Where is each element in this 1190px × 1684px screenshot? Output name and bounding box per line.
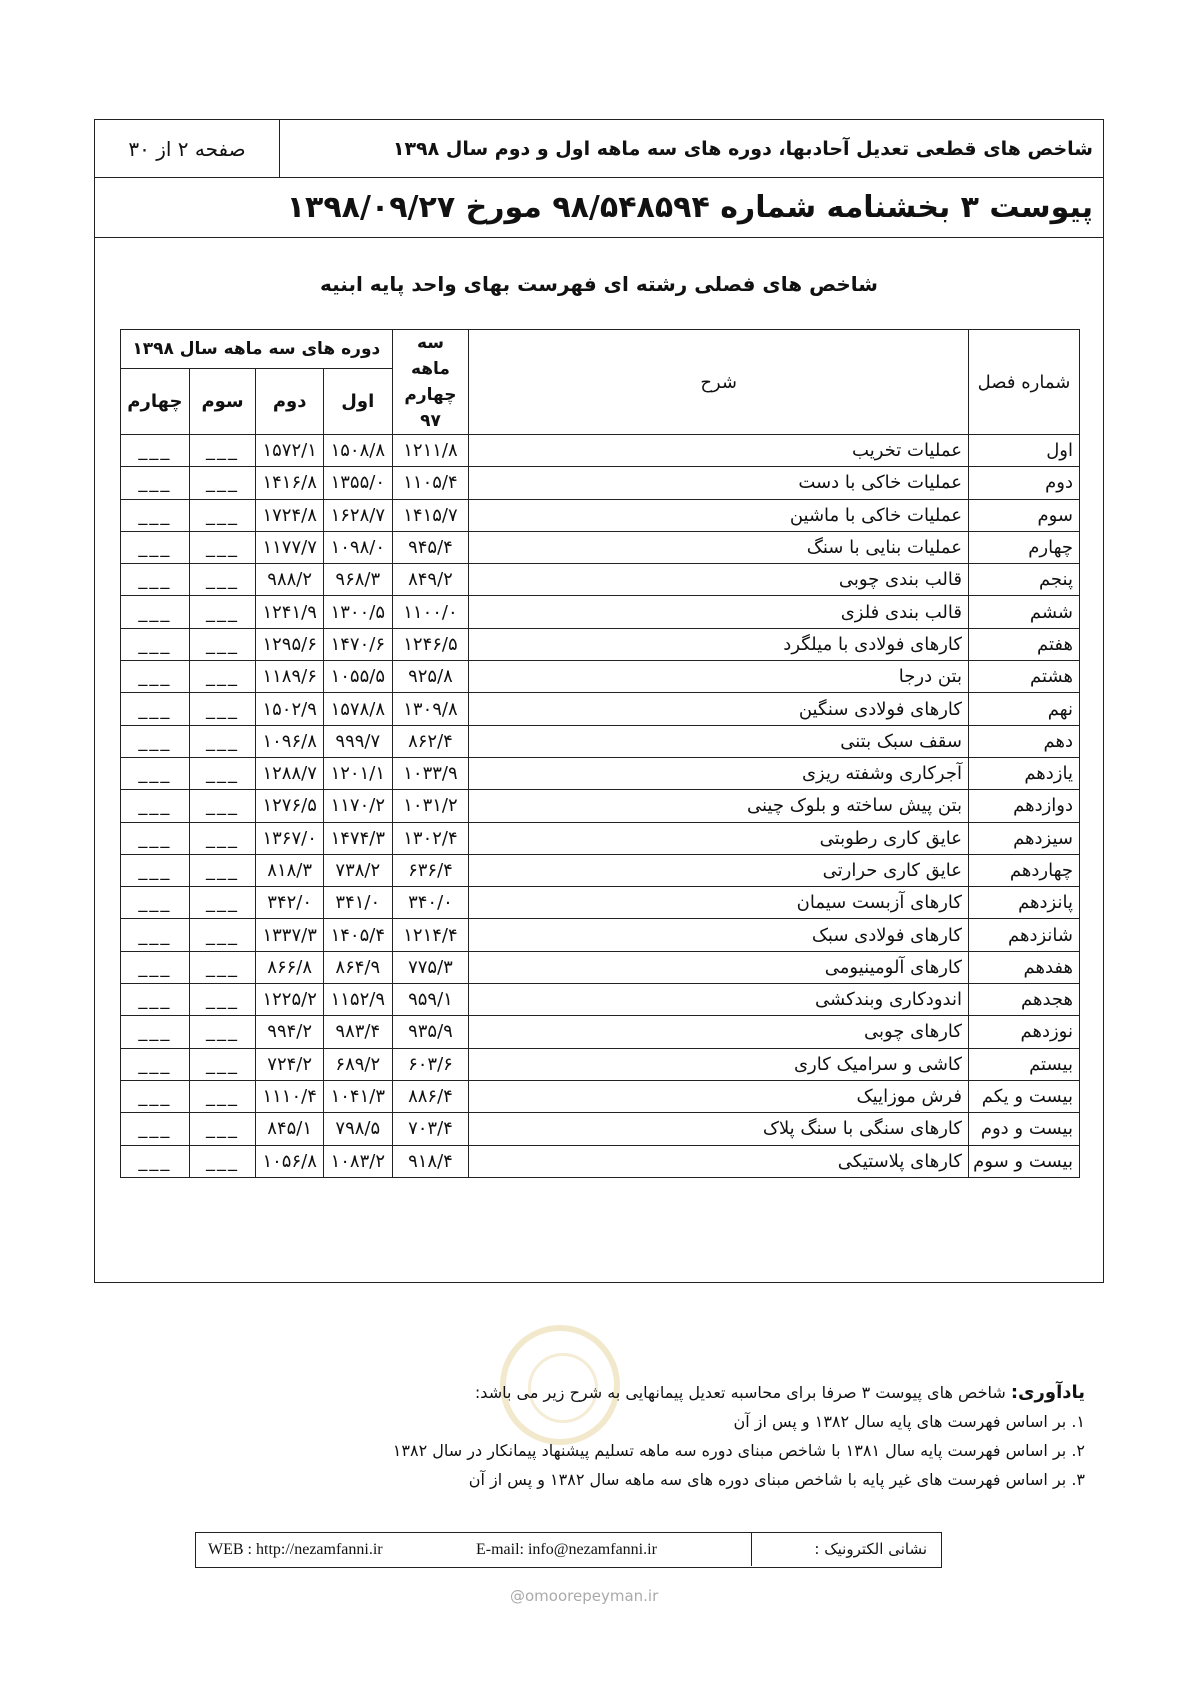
table-row <box>121 725 1080 757</box>
cell-third: ___ <box>189 790 256 822</box>
cell-chapter: نهم <box>968 693 1079 725</box>
cell-first: ۱۶۲۸/۷ <box>323 499 392 531</box>
table-row <box>121 531 1080 563</box>
table-row <box>121 757 1080 789</box>
table-row <box>121 467 1080 499</box>
index-table <box>120 329 1080 1178</box>
cell-q97: ۱۲۱۱/۸ <box>392 435 469 467</box>
cell-second: ۱۷۲۴/۸ <box>256 499 324 531</box>
cell-third: ___ <box>189 564 256 596</box>
cell-first: ۱۰۵۵/۵ <box>323 661 392 693</box>
cell-description: کاشی و سرامیک کاری <box>469 1048 969 1080</box>
notes-item: ۳. بر اساس فهرست های غیر پایه با شاخص مبنای دوره های سه ماهه سال ۱۳۸۲ و پس از آن <box>468 1470 1085 1489</box>
cell-q97: ۶۰۳/۶ <box>392 1048 469 1080</box>
table-row <box>121 564 1080 596</box>
cell-fourth: ___ <box>121 984 190 1016</box>
cell-second: ۱۴۱۶/۸ <box>256 467 324 499</box>
cell-third: ___ <box>189 435 256 467</box>
cell-fourth: ___ <box>121 499 190 531</box>
cell-chapter: یازدهم <box>968 757 1079 789</box>
cell-first: ۷۳۸/۲ <box>323 854 392 886</box>
cell-second: ۱۵۰۲/۹ <box>256 693 324 725</box>
contact-box <box>195 1532 942 1568</box>
header-quarters-1398: دوره های سه ماهه سال ۱۳۹۸ <box>121 330 393 369</box>
cell-q97: ۱۰۳۳/۹ <box>392 757 469 789</box>
cell-first: ۹۸۳/۴ <box>323 1016 392 1048</box>
cell-first: ۱۵۰۸/۸ <box>323 435 392 467</box>
cell-q97: ۹۱۸/۴ <box>392 1145 469 1177</box>
cell-chapter: شانزدهم <box>968 919 1079 951</box>
cell-fourth: ___ <box>121 822 190 854</box>
cell-description: عایق کاری رطوبتی <box>469 822 969 854</box>
cell-q97: ۸۶۲/۴ <box>392 725 469 757</box>
cell-chapter: دوم <box>968 467 1079 499</box>
contact-web[interactable]: WEB : http://nezamfanni.ir <box>208 1541 383 1558</box>
cell-chapter: هفتم <box>968 628 1079 660</box>
cell-second: ۱۳۶۷/۰ <box>256 822 324 854</box>
cell-fourth: ___ <box>121 757 190 789</box>
cell-third: ___ <box>189 887 256 919</box>
cell-third: ___ <box>189 693 256 725</box>
cell-fourth: ___ <box>121 531 190 563</box>
cell-fourth: ___ <box>121 919 190 951</box>
cell-fourth: ___ <box>121 596 190 628</box>
table-row <box>121 1016 1080 1048</box>
cell-chapter: هشتم <box>968 661 1079 693</box>
cell-description: کارهای چوبی <box>469 1016 969 1048</box>
cell-first: ۱۰۸۳/۲ <box>323 1145 392 1177</box>
cell-chapter: چهارم <box>968 531 1079 563</box>
cell-description: عایق کاری حرارتی <box>469 854 969 886</box>
cell-first: ۸۶۴/۹ <box>323 951 392 983</box>
cell-fourth: ___ <box>121 564 190 596</box>
cell-q97: ۱۱۰۰/۰ <box>392 596 469 628</box>
cell-third: ___ <box>189 919 256 951</box>
cell-fourth: ___ <box>121 1145 190 1177</box>
cell-description: کارهای آلومینیومی <box>469 951 969 983</box>
cell-second: ۱۲۷۶/۵ <box>256 790 324 822</box>
cell-third: ___ <box>189 725 256 757</box>
cell-chapter: سوم <box>968 499 1079 531</box>
cell-fourth: ___ <box>121 854 190 886</box>
cell-chapter: بیستم <box>968 1048 1079 1080</box>
cell-third: ___ <box>189 951 256 983</box>
cell-third: ___ <box>189 1048 256 1080</box>
notes-block <box>85 1378 1085 1494</box>
cell-q97: ۹۳۵/۹ <box>392 1016 469 1048</box>
cell-fourth: ___ <box>121 467 190 499</box>
cell-second: ۷۲۴/۲ <box>256 1048 324 1080</box>
cell-fourth: ___ <box>121 1016 190 1048</box>
table-row <box>121 854 1080 886</box>
table-row <box>121 984 1080 1016</box>
cell-second: ۱۲۹۵/۶ <box>256 628 324 660</box>
cell-description: عملیات خاکی با ماشین <box>469 499 969 531</box>
cell-q97: ۷۰۳/۴ <box>392 1113 469 1145</box>
cell-chapter: بیست و سوم <box>968 1145 1079 1177</box>
cell-fourth: ___ <box>121 1113 190 1145</box>
cell-third: ___ <box>189 661 256 693</box>
cell-q97: ۱۳۰۹/۸ <box>392 693 469 725</box>
cell-third: ___ <box>189 467 256 499</box>
cell-third: ___ <box>189 1113 256 1145</box>
cell-chapter: ششم <box>968 596 1079 628</box>
header-second: دوم <box>256 369 324 435</box>
cell-second: ۹۹۴/۲ <box>256 1016 324 1048</box>
cell-second: ۸۶۶/۸ <box>256 951 324 983</box>
cell-chapter: هفدهم <box>968 951 1079 983</box>
cell-chapter: بیست و دوم <box>968 1113 1079 1145</box>
cell-q97: ۳۴۰/۰ <box>392 887 469 919</box>
cell-description: قالب بندی چوبی <box>469 564 969 596</box>
header-q97 <box>392 330 469 435</box>
cell-chapter: سیزدهم <box>968 822 1079 854</box>
cell-third: ___ <box>189 596 256 628</box>
cell-fourth: ___ <box>121 951 190 983</box>
header-row <box>95 120 1103 178</box>
header-q97-line2: چهارم ۹۷ <box>404 385 457 431</box>
cell-description: بتن درجا <box>469 661 969 693</box>
table-row <box>121 596 1080 628</box>
header-third: سوم <box>189 369 256 435</box>
cell-first: ۹۹۹/۷ <box>323 725 392 757</box>
cell-third: ___ <box>189 854 256 886</box>
table-row <box>121 887 1080 919</box>
cell-first: ۱۳۵۵/۰ <box>323 467 392 499</box>
cell-q97: ۱۲۱۴/۴ <box>392 919 469 951</box>
cell-q97: ۹۵۹/۱ <box>392 984 469 1016</box>
table-row <box>121 693 1080 725</box>
cell-q97: ۱۰۳۱/۲ <box>392 790 469 822</box>
cell-description: کارهای فولادی سبک <box>469 919 969 951</box>
cell-q97: ۸۸۶/۴ <box>392 1080 469 1112</box>
cell-first: ۱۰۹۸/۰ <box>323 531 392 563</box>
cell-fourth: ___ <box>121 628 190 660</box>
cell-third: ___ <box>189 1016 256 1048</box>
notes-item: ۱. بر اساس فهرست های پایه سال ۱۳۸۲ و پس از آن <box>733 1412 1085 1431</box>
cell-description: بتن پیش ساخته و بلوک چینی <box>469 790 969 822</box>
cell-q97: ۶۳۶/۴ <box>392 854 469 886</box>
table-row <box>121 951 1080 983</box>
cell-second: ۱۲۸۸/۷ <box>256 757 324 789</box>
table-row <box>121 790 1080 822</box>
cell-q97: ۱۱۰۵/۴ <box>392 467 469 499</box>
cell-description: کارهای فولادی با میلگرد <box>469 628 969 660</box>
table-row <box>121 435 1080 467</box>
table-row <box>121 1113 1080 1145</box>
cell-second: ۱۲۴۱/۹ <box>256 596 324 628</box>
document-frame <box>94 119 1104 1283</box>
document-title: شاخص های قطعی تعدیل آحادبها، دوره های سه ماهه اول و دوم سال ۱۳۹۸ <box>392 138 1093 160</box>
table-row <box>121 661 1080 693</box>
table-row <box>121 1080 1080 1112</box>
cell-fourth: ___ <box>121 725 190 757</box>
cell-q97: ۱۲۴۶/۵ <box>392 628 469 660</box>
cell-description: عملیات بنایی با سنگ <box>469 531 969 563</box>
cell-chapter: دوازدهم <box>968 790 1079 822</box>
cell-third: ___ <box>189 984 256 1016</box>
cell-first: ۱۴۰۵/۴ <box>323 919 392 951</box>
cell-chapter: هجدهم <box>968 984 1079 1016</box>
cell-second: ۱۳۳۷/۳ <box>256 919 324 951</box>
table-row <box>121 822 1080 854</box>
cell-third: ___ <box>189 628 256 660</box>
cell-q97: ۷۷۵/۳ <box>392 951 469 983</box>
cell-second: ۸۱۸/۳ <box>256 854 324 886</box>
cell-q97: ۹۴۵/۴ <box>392 531 469 563</box>
cell-second: ۱۱۸۹/۶ <box>256 661 324 693</box>
cell-second: ۱۲۲۵/۲ <box>256 984 324 1016</box>
cell-first: ۱۴۷۴/۳ <box>323 822 392 854</box>
cell-description: سقف سبک بتنی <box>469 725 969 757</box>
cell-chapter: پنجم <box>968 564 1079 596</box>
cell-second: ۱۰۵۶/۸ <box>256 1145 324 1177</box>
cell-first: ۹۶۸/۳ <box>323 564 392 596</box>
header-description: شرح <box>469 330 969 435</box>
notes-intro: شاخص های پیوست ۳ صرفا برای محاسبه تعدیل پیمانهایی به شرح زیر می باشد: <box>474 1383 1006 1402</box>
cell-chapter: دهم <box>968 725 1079 757</box>
annex-title: پیوست ۳ بخشنامه شماره ۹۸/۵۴۸۵۹۴ مورخ ۱۳۹۸/۰۹/۲۷ <box>286 190 1093 225</box>
header-q97-line1: سه ماهه <box>410 333 450 379</box>
table-row <box>121 1048 1080 1080</box>
cell-q97: ۹۲۵/۸ <box>392 661 469 693</box>
section-title: شاخص های فصلی رشته ای فهرست بهای واحد پایه ابنیه <box>320 272 878 296</box>
cell-second: ۹۸۸/۲ <box>256 564 324 596</box>
cell-first: ۱۲۰۱/۱ <box>323 757 392 789</box>
header-first: اول <box>323 369 392 435</box>
cell-first: ۱۰۴۱/۳ <box>323 1080 392 1112</box>
table-row <box>121 628 1080 660</box>
cell-second: ۱۰۹۶/۸ <box>256 725 324 757</box>
header-fourth: چهارم <box>121 369 190 435</box>
cell-third: ___ <box>189 499 256 531</box>
contact-label: نشانی الکترونیک : <box>751 1533 941 1566</box>
table-row <box>121 1145 1080 1177</box>
cell-first: ۱۱۵۲/۹ <box>323 984 392 1016</box>
cell-fourth: ___ <box>121 693 190 725</box>
cell-chapter: نوزدهم <box>968 1016 1079 1048</box>
cell-second: ۸۴۵/۱ <box>256 1113 324 1145</box>
cell-q97: ۱۳۰۲/۴ <box>392 822 469 854</box>
cell-second: ۱۱۱۰/۴ <box>256 1080 324 1112</box>
cell-fourth: ___ <box>121 1080 190 1112</box>
cell-description: کارهای پلاستیکی <box>469 1145 969 1177</box>
cell-description: اندودکاری وبندکشی <box>469 984 969 1016</box>
cell-first: ۱۱۷۰/۲ <box>323 790 392 822</box>
site-watermark: @omoorepeyman.ir <box>510 1587 659 1605</box>
cell-description: کارهای آزبست سیمان <box>469 887 969 919</box>
cell-third: ___ <box>189 531 256 563</box>
notes-item: ۲. بر اساس فهرست پایه سال ۱۳۸۱ با شاخص مبنای دوره سه ماهه تسلیم پیشنهاد پیمانکار در سال ۱۳۸۲ <box>392 1441 1085 1460</box>
cell-first: ۳۴۱/۰ <box>323 887 392 919</box>
cell-description: عملیات تخریب <box>469 435 969 467</box>
cell-fourth: ___ <box>121 435 190 467</box>
cell-description: آجرکاری وشفته ریزی <box>469 757 969 789</box>
cell-first: ۱۴۷۰/۶ <box>323 628 392 660</box>
contact-email[interactable]: E-mail: info@nezamfanni.ir <box>476 1541 657 1558</box>
cell-chapter: اول <box>968 435 1079 467</box>
cell-fourth: ___ <box>121 1048 190 1080</box>
cell-third: ___ <box>189 822 256 854</box>
notes-lead: یادآوری: <box>1010 1382 1085 1403</box>
cell-q97: ۱۴۱۵/۷ <box>392 499 469 531</box>
table-row <box>121 919 1080 951</box>
notes-intro-line <box>85 1378 1085 1407</box>
cell-second: ۱۱۷۷/۷ <box>256 531 324 563</box>
cell-chapter: پانزدهم <box>968 887 1079 919</box>
cell-fourth: ___ <box>121 661 190 693</box>
table-row <box>121 499 1080 531</box>
table-body <box>121 435 1080 1178</box>
cell-description: کارهای سنگی با سنگ پلاک <box>469 1113 969 1145</box>
cell-description: فرش موزاییک <box>469 1080 969 1112</box>
cell-second: ۱۵۷۲/۱ <box>256 435 324 467</box>
cell-chapter: بیست و یکم <box>968 1080 1079 1112</box>
annex-row <box>95 178 1103 238</box>
page-number: صفحه ۲ از ۳۰ <box>95 120 280 178</box>
cell-first: ۷۹۸/۵ <box>323 1113 392 1145</box>
cell-description: قالب بندی فلزی <box>469 596 969 628</box>
cell-third: ___ <box>189 1080 256 1112</box>
cell-fourth: ___ <box>121 790 190 822</box>
cell-second: ۳۴۲/۰ <box>256 887 324 919</box>
cell-description: عملیات خاکی با دست <box>469 467 969 499</box>
cell-fourth: ___ <box>121 887 190 919</box>
cell-description: کارهای فولادی سنگین <box>469 693 969 725</box>
cell-first: ۶۸۹/۲ <box>323 1048 392 1080</box>
header-chapter: شماره فصل <box>968 330 1079 435</box>
cell-q97: ۸۴۹/۲ <box>392 564 469 596</box>
cell-third: ___ <box>189 1145 256 1177</box>
cell-first: ۱۵۷۸/۸ <box>323 693 392 725</box>
cell-first: ۱۳۰۰/۵ <box>323 596 392 628</box>
cell-third: ___ <box>189 757 256 789</box>
cell-chapter: چهاردهم <box>968 854 1079 886</box>
